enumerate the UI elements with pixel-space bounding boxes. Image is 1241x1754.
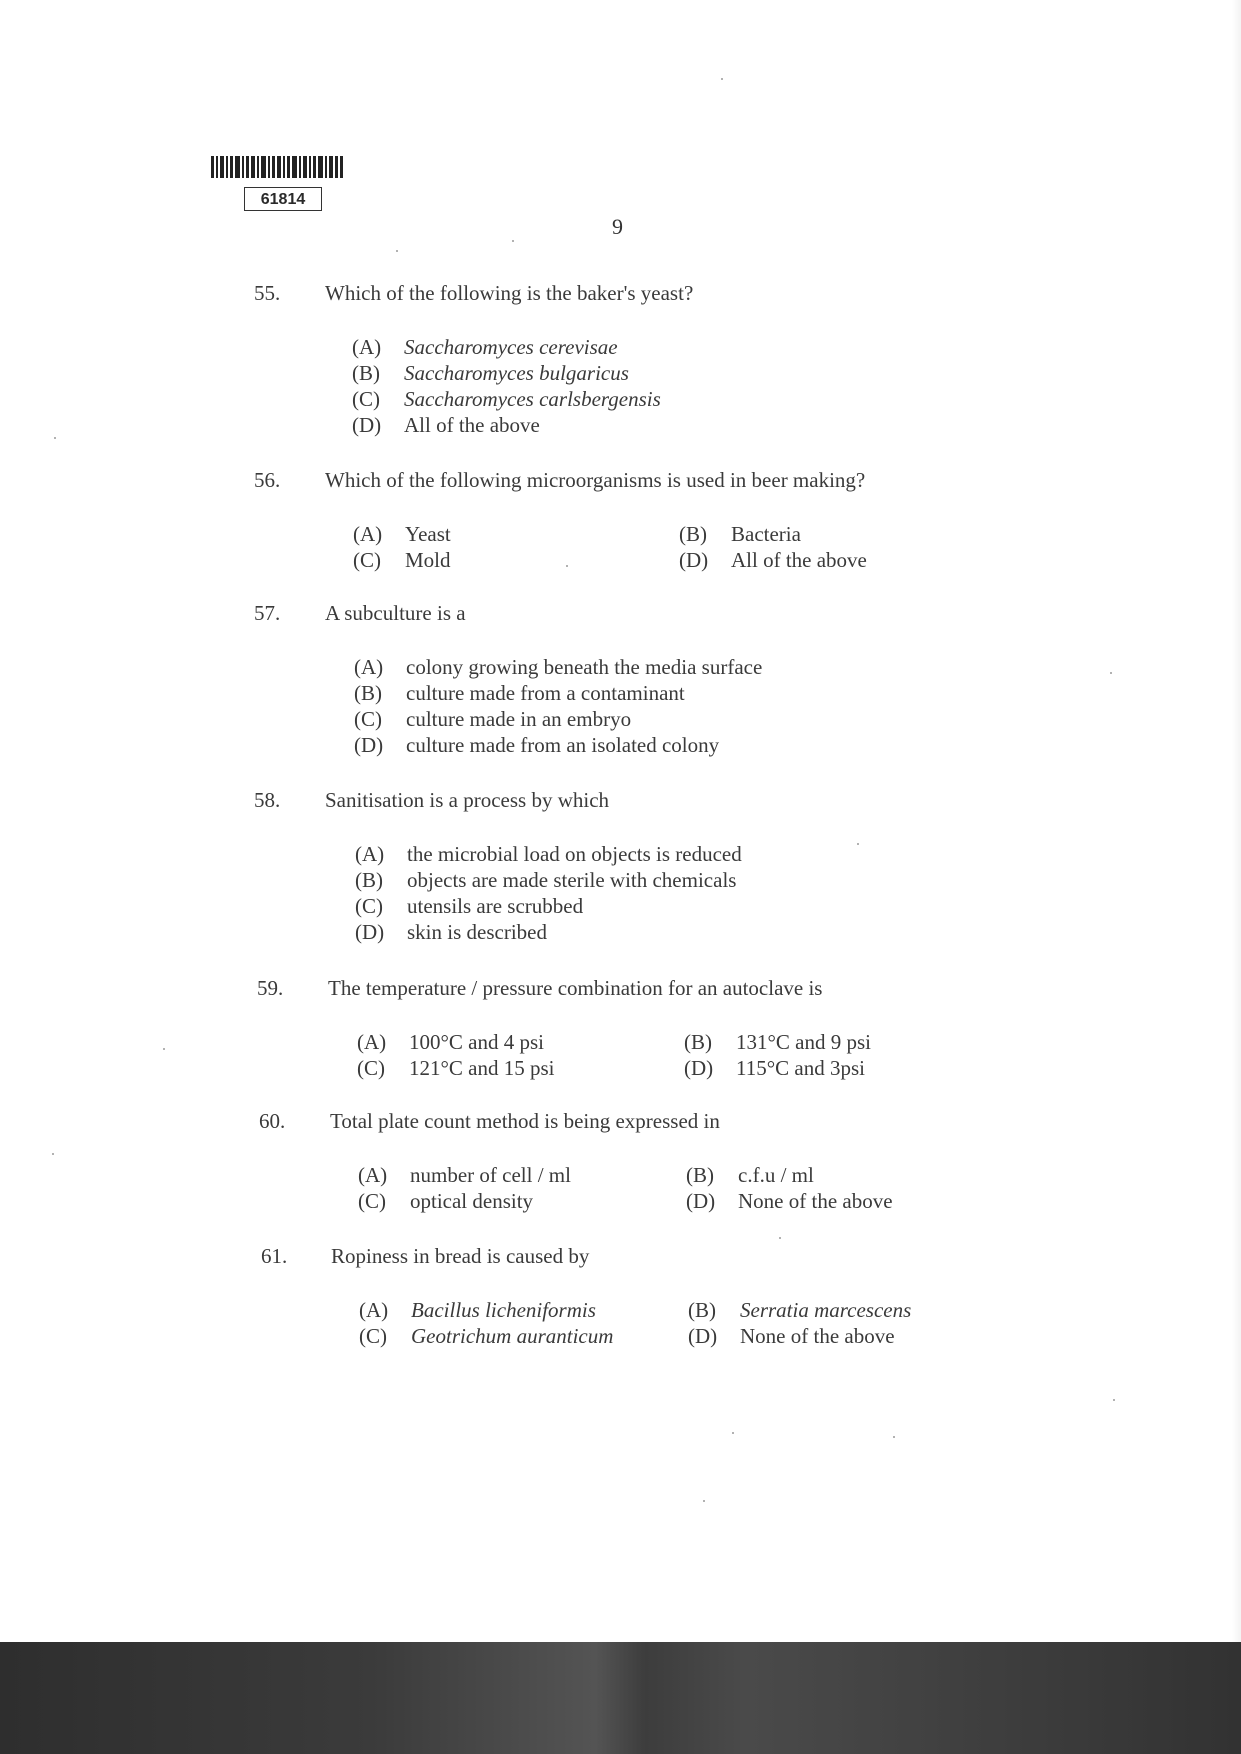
question-text: Ropiness in bread is caused by xyxy=(331,1244,590,1268)
option-text: utensils are scrubbed xyxy=(407,894,584,918)
option-text: Saccharomyces cerevisae xyxy=(404,335,618,359)
option-letter: (C) xyxy=(355,894,383,918)
option-letter: (B) xyxy=(688,1298,716,1322)
option-text: c.f.u / ml xyxy=(738,1163,814,1187)
option-a xyxy=(354,654,762,680)
question-number: 61. xyxy=(261,1244,288,1268)
option-d xyxy=(686,1188,893,1214)
option-text: 131°C and 9 psi xyxy=(736,1030,871,1054)
scan-speck xyxy=(732,1432,734,1434)
option-text: 100°C and 4 psi xyxy=(409,1030,544,1054)
option-letter: (B) xyxy=(352,361,380,385)
question-number: 57. xyxy=(254,601,281,625)
question-number: 55. xyxy=(254,281,281,305)
option-text: culture made from a contaminant xyxy=(406,681,685,705)
option-b xyxy=(355,867,736,893)
option-letter: (A) xyxy=(354,655,384,679)
option-letter: (D) xyxy=(352,413,382,437)
option-b xyxy=(688,1297,911,1323)
option-d xyxy=(354,732,719,758)
option-letter: (B) xyxy=(684,1030,712,1054)
scan-background xyxy=(0,1642,1241,1754)
option-d xyxy=(352,412,540,438)
option-text: Bacteria xyxy=(731,522,801,546)
option-d xyxy=(355,919,547,945)
option-letter: (C) xyxy=(353,548,381,572)
page-edge xyxy=(1232,0,1241,1642)
option-c xyxy=(358,1188,533,1214)
option-letter: (B) xyxy=(354,681,382,705)
page-number: 9 xyxy=(612,214,623,239)
option-c xyxy=(359,1323,613,1349)
option-letter: (C) xyxy=(354,707,382,731)
option-c xyxy=(355,893,583,919)
option-a xyxy=(353,521,451,547)
option-text: skin is described xyxy=(407,920,547,944)
option-text: Serratia marcescens xyxy=(740,1298,912,1322)
option-c xyxy=(352,386,661,412)
option-letter: (D) xyxy=(686,1189,716,1213)
option-letter: (B) xyxy=(679,522,707,546)
question-number: 59. xyxy=(257,976,284,1000)
question-text: A subculture is a xyxy=(325,601,466,625)
option-b xyxy=(684,1029,871,1055)
option-text: Yeast xyxy=(405,522,451,546)
option-letter: (D) xyxy=(688,1324,718,1348)
scan-speck xyxy=(779,1237,781,1239)
option-c xyxy=(354,706,631,732)
option-d xyxy=(688,1323,895,1349)
option-text: objects are made sterile with chemicals xyxy=(407,868,737,892)
option-letter: (A) xyxy=(357,1030,387,1054)
option-text: 115°C and 3psi xyxy=(736,1056,865,1080)
scan-speck xyxy=(721,78,723,80)
option-text: 121°C and 15 psi xyxy=(409,1056,555,1080)
question-text: Sanitisation is a process by which xyxy=(325,788,610,812)
option-letter: (B) xyxy=(355,868,383,892)
question-text: Total plate count method is being expressed in xyxy=(330,1109,720,1133)
option-letter: (D) xyxy=(684,1056,714,1080)
option-text: number of cell / ml xyxy=(410,1163,571,1187)
option-b xyxy=(354,680,685,706)
option-a xyxy=(359,1297,596,1323)
option-d xyxy=(684,1055,865,1081)
option-a xyxy=(352,334,618,360)
scan-speck xyxy=(52,1153,54,1155)
question-text: The temperature / pressure combination for an autoclave is xyxy=(328,976,823,1000)
option-letter: (D) xyxy=(355,920,385,944)
scan-speck xyxy=(703,1500,705,1502)
barcode xyxy=(211,156,343,178)
option-letter: (C) xyxy=(352,387,380,411)
option-text: None of the above xyxy=(738,1189,893,1213)
option-text: Saccharomyces bulgaricus xyxy=(404,361,629,385)
option-letter: (C) xyxy=(359,1324,387,1348)
option-c xyxy=(353,547,451,573)
scan-speck xyxy=(566,565,568,567)
option-text: Geotrichum auranticum xyxy=(411,1324,614,1348)
option-a xyxy=(355,841,742,867)
option-a xyxy=(358,1162,571,1188)
option-c xyxy=(357,1055,554,1081)
option-letter: (A) xyxy=(355,842,385,866)
option-text: Saccharomyces carlsbergensis xyxy=(404,387,661,411)
question-paper-code: 61814 xyxy=(244,187,322,211)
option-letter: (A) xyxy=(353,522,383,546)
scan-speck xyxy=(893,1436,895,1438)
option-letter: (D) xyxy=(354,733,384,757)
option-text: the microbial load on objects is reduced xyxy=(407,842,742,866)
scan-speck xyxy=(857,843,859,845)
option-d xyxy=(679,547,867,573)
option-b xyxy=(352,360,629,386)
option-text: All of the above xyxy=(731,548,867,572)
scan-speck xyxy=(512,240,514,242)
question-number: 60. xyxy=(259,1109,286,1133)
option-b xyxy=(679,521,801,547)
question-text: Which of the following microorganisms is used in beer making? xyxy=(325,468,866,492)
option-letter: (B) xyxy=(686,1163,714,1187)
option-letter: (A) xyxy=(358,1163,388,1187)
option-text: optical density xyxy=(410,1189,534,1213)
option-text: None of the above xyxy=(740,1324,895,1348)
option-letter: (A) xyxy=(352,335,382,359)
scan-speck xyxy=(54,437,56,439)
option-text: culture made from an isolated colony xyxy=(406,733,720,757)
option-text: Bacillus licheniformis xyxy=(411,1298,596,1322)
question-text: Which of the following is the baker's yeast? xyxy=(325,281,694,305)
option-text: colony growing beneath the media surface xyxy=(406,655,763,679)
option-letter: (A) xyxy=(359,1298,389,1322)
option-a xyxy=(357,1029,544,1055)
question-number: 56. xyxy=(254,468,281,492)
scan-speck xyxy=(1110,672,1112,674)
option-text: All of the above xyxy=(404,413,540,437)
option-letter: (D) xyxy=(679,548,709,572)
option-b xyxy=(686,1162,814,1188)
option-letter: (C) xyxy=(358,1189,386,1213)
scan-speck xyxy=(396,250,398,252)
question-number: 58. xyxy=(254,788,281,812)
option-text: Mold xyxy=(405,548,451,572)
scan-speck xyxy=(1113,1399,1115,1401)
option-letter: (C) xyxy=(357,1056,385,1080)
option-text: culture made in an embryo xyxy=(406,707,632,731)
scan-speck xyxy=(163,1048,165,1050)
